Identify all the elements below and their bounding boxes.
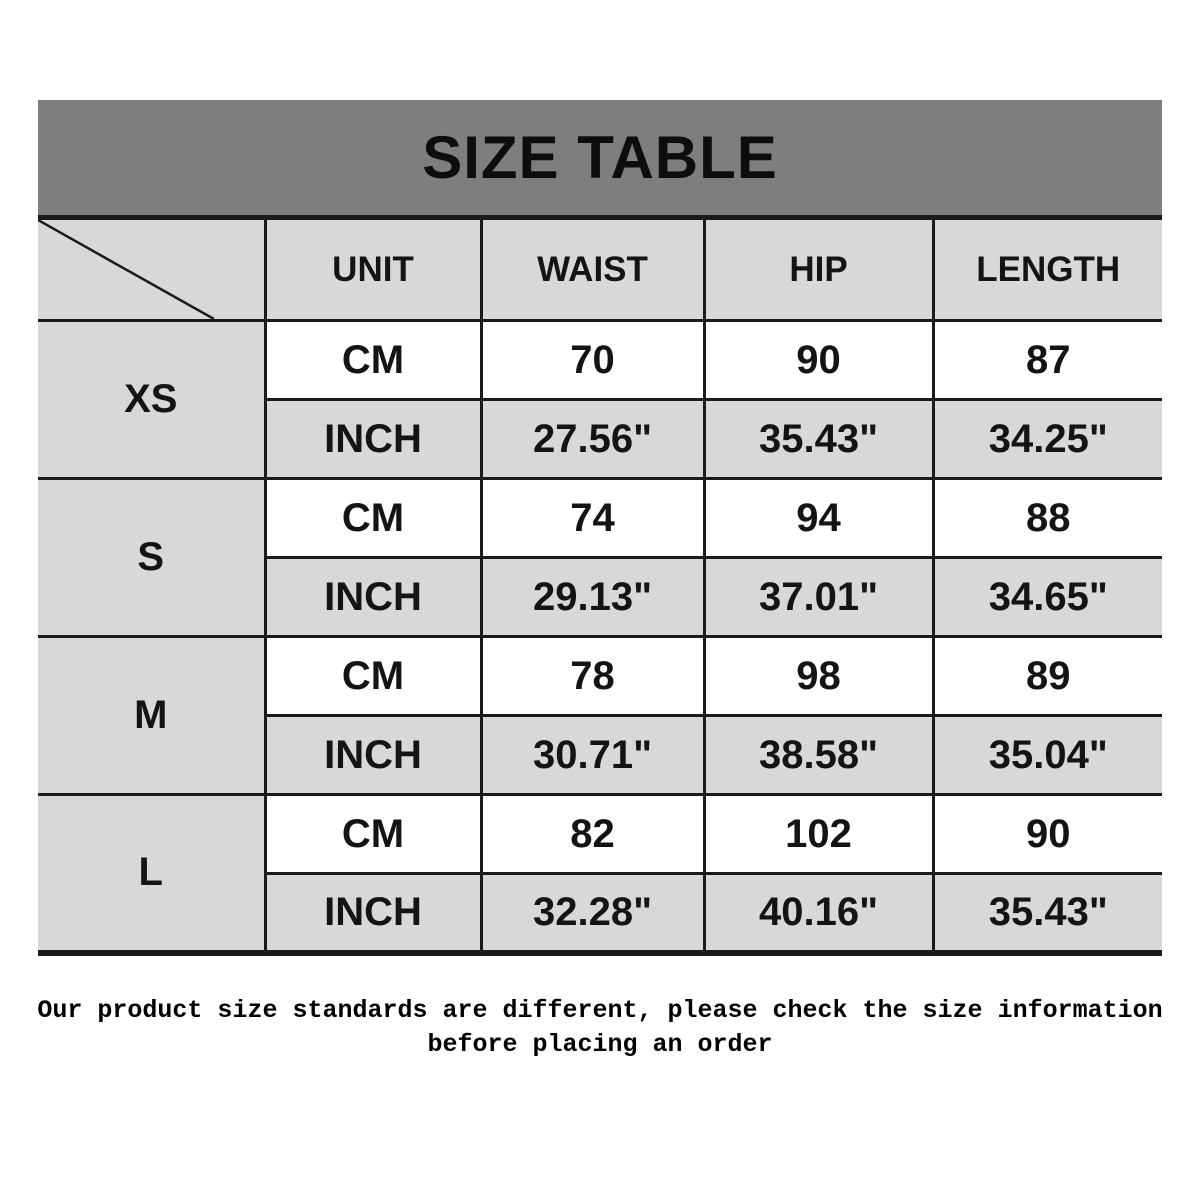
value-xs-length-inch: 34.25" [933,400,1162,479]
unit-label-s-cm: CM [265,479,481,558]
row-m-cm [38,637,1162,716]
value-xs-length-cm: 87 [933,321,1162,400]
size-label-m: M [38,637,265,795]
value-m-hip-inch: 38.58" [704,716,933,795]
diagonal-divider-line [38,220,264,319]
value-m-length-cm: 89 [933,637,1162,716]
column-header-waist: WAIST [481,218,704,321]
value-s-length-inch: 34.65" [933,558,1162,637]
unit-label-xs-inch: INCH [265,400,481,479]
size-label-s: S [38,479,265,637]
unit-label-m-cm: CM [265,637,481,716]
value-xs-waist-cm: 70 [481,321,704,400]
corner-diagonal-cell [38,218,265,321]
unit-label-l-inch: INCH [265,874,481,953]
value-xs-hip-cm: 90 [704,321,933,400]
note-line-2: before placing an order [427,1030,773,1059]
value-s-hip-cm: 94 [704,479,933,558]
unit-label-m-inch: INCH [265,716,481,795]
value-l-length-inch: 35.43" [933,874,1162,953]
page-title: SIZE TABLE [422,124,778,191]
value-m-hip-cm: 98 [704,637,933,716]
value-xs-hip-inch: 35.43" [704,400,933,479]
unit-label-l-cm: CM [265,795,481,874]
size-table [38,215,1162,956]
value-m-waist-cm: 78 [481,637,704,716]
value-s-waist-inch: 29.13" [481,558,704,637]
column-header-length: LENGTH [933,218,1162,321]
row-s-cm [38,479,1162,558]
note-line-1: Our product size standards are different, please check the size information [37,996,1163,1025]
value-l-hip-cm: 102 [704,795,933,874]
value-l-hip-inch: 40.16" [704,874,933,953]
unit-label-s-inch: INCH [265,558,481,637]
size-label-xs: XS [38,321,265,479]
value-l-length-cm: 90 [933,795,1162,874]
value-l-waist-cm: 82 [481,795,704,874]
column-header-hip: HIP [704,218,933,321]
row-l-cm [38,795,1162,874]
title-bar [38,100,1162,215]
row-xs-cm [38,321,1162,400]
value-m-length-inch: 35.04" [933,716,1162,795]
value-m-waist-inch: 30.71" [481,716,704,795]
size-label-l: L [38,795,265,953]
unit-label-xs-cm: CM [265,321,481,400]
value-s-hip-inch: 37.01" [704,558,933,637]
value-s-length-cm: 88 [933,479,1162,558]
value-xs-waist-inch: 27.56" [481,400,704,479]
size-note [0,994,1200,1062]
column-header-unit: UNIT [265,218,481,321]
value-s-waist-cm: 74 [481,479,704,558]
value-l-waist-inch: 32.28" [481,874,704,953]
header-row [38,218,1162,321]
